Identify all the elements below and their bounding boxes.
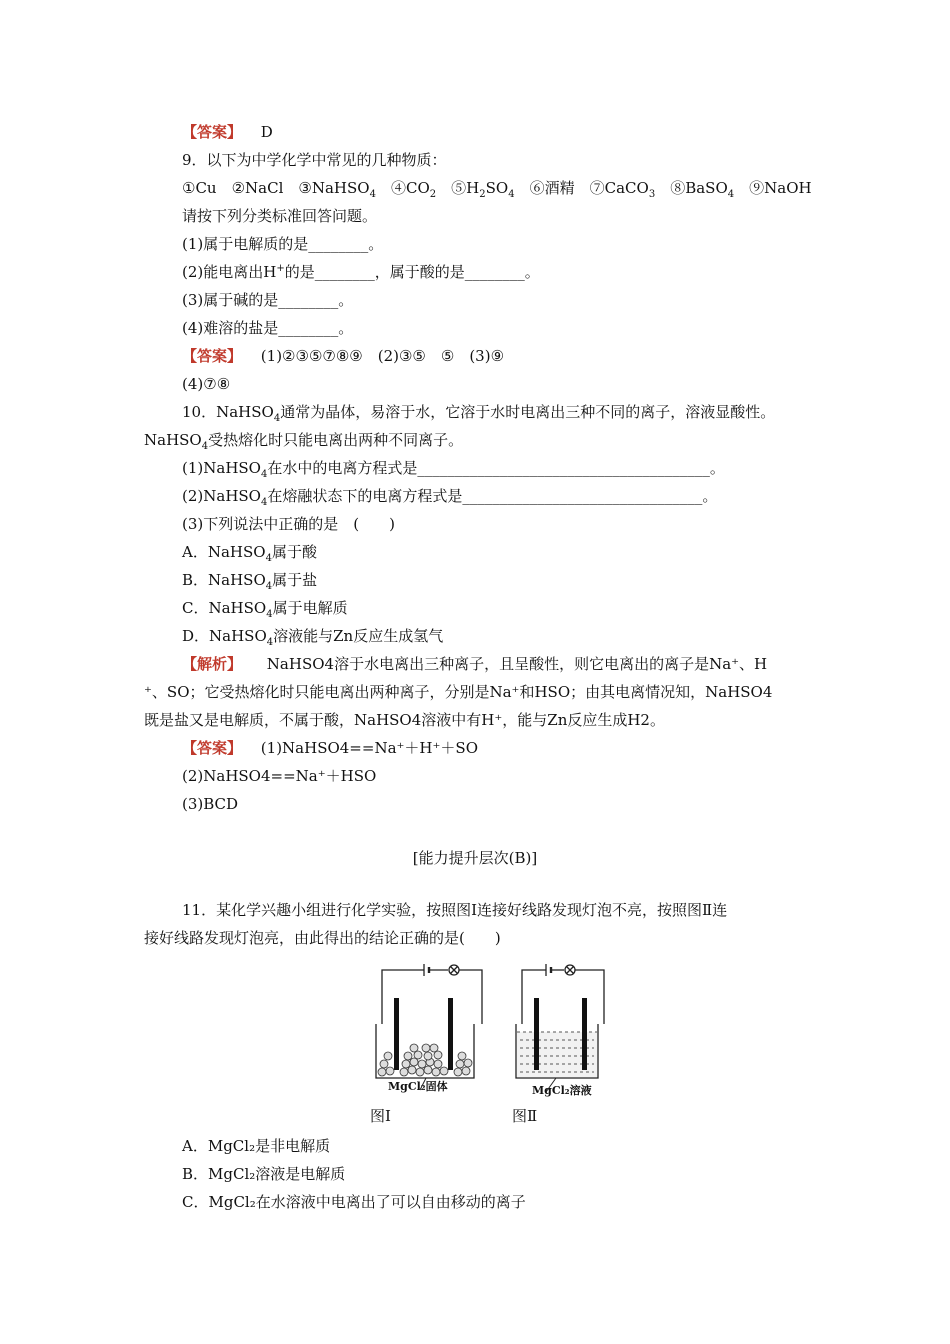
analysis-tag: 【解析】 — [182, 655, 243, 673]
circuit-diagrams — [368, 958, 608, 1098]
figure-1-label: MgCl₂固体 — [388, 1080, 448, 1093]
question-9-stem: 9．以下为中学化学中常见的几种物质： — [182, 151, 447, 169]
question-9-instruction: 请按下列分类标准回答问题。 — [182, 207, 378, 225]
option-d: D．NaHSO$_4$溶液能与Zn反应生成氢气 — [182, 627, 444, 648]
question-9-part-2: (2)能电离出H+的是________，属于酸的是________。 — [182, 263, 540, 281]
question-10-answer-3: (3)BCD — [182, 795, 239, 813]
solid-particles — [378, 1044, 472, 1076]
answer-tag: 【答案】 — [182, 347, 243, 365]
question-10-part-1: (1)NaHSO$_4$在水中的电离方程式是_______________________________________。 — [182, 459, 725, 480]
question-11-stem-2: 接好线路发现灯泡亮，由此得出的结论正确的是( ) — [144, 929, 501, 947]
option-b: B．MgCl₂溶液是电解质 — [182, 1165, 346, 1183]
figure-2-label: MgCl₂溶液 — [532, 1084, 592, 1097]
analysis-line-1: 【解析】 NaHSO4溶于水电离出三种离子，且呈酸性，则它电离出的离子是Na⁺、H — [182, 655, 768, 673]
question-9-part-3: (3)属于碱的是________。 — [182, 291, 354, 309]
analysis-line-3: 既是盐又是电解质，不属于酸，NaHSO4溶液中有H⁺，能与Zn反应生成H2。 — [144, 711, 665, 729]
option-c: C．NaHSO$_4$属于电解质 — [182, 599, 348, 620]
figure-2-caption: 图Ⅱ — [512, 1107, 538, 1125]
question-10-stem-2: NaHSO$_4$受热熔化时只能电离出两种不同离子。 — [144, 431, 464, 452]
question-9-part-1: (1)属于电解质的是________。 — [182, 235, 384, 253]
circuit-figure — [368, 958, 608, 1098]
question-10-part-3: (3)下列说法中正确的是 ( ) — [182, 515, 395, 533]
analysis-line-2: ⁺、SO；它受热熔化时只能电离出两种离子，分别是Na⁺和HSO；由其电离情况知，NaHSO4 — [144, 683, 773, 701]
answer-value: D — [260, 123, 273, 141]
question-9-part-4: (4)难溶的盐是________。 — [182, 319, 354, 337]
question-9-answer-cont: (4)⑦⑧ — [182, 375, 231, 393]
question-11-stem-1: 11．某化学兴趣小组进行化学实验，按照图Ⅰ连接好线路发现灯泡不亮，按照图Ⅱ连 — [182, 901, 728, 919]
option-a: A．MgCl₂是非电解质 — [182, 1137, 331, 1155]
option-a: A．NaHSO$_4$属于酸 — [182, 543, 317, 564]
answer-tag: 【答案】 — [182, 739, 243, 757]
option-b: B．NaHSO$_4$属于盐 — [182, 571, 318, 592]
figure-1-caption: 图Ⅰ — [370, 1107, 391, 1125]
answer-line — [182, 122, 273, 142]
question-10-answer-2: (2)NaHSO4==Na⁺＋HSO — [182, 767, 377, 785]
question-10-answer: 【答案】 (1)NaHSO4==Na⁺＋H⁺＋SO — [182, 739, 479, 757]
question-9-answer: 【答案】 (1)②③⑤⑦⑧⑨ (2)③⑤ ⑤ (3)⑨ — [182, 347, 505, 365]
answer-tag: 【答案】 — [182, 123, 243, 141]
question-10-part-2: (2)NaHSO$_4$在熔融状态下的电离方程式是________________________________。 — [182, 487, 718, 508]
option-c: C．MgCl₂在水溶液中电离出了可以自由移动的离子 — [182, 1193, 526, 1211]
question-9-items: ①Cu ②NaCl ③NaHSO$_4$ $④CO_2$ $⑤H_2SO_4$ ⑥酒精 ⑦CaCO$_3$ ⑧BaSO$_4$ ⑨NaOH — [182, 179, 812, 200]
question-10-stem-1: 10．NaHSO$_4$通常为晶体，易溶于水，它溶于水时电离出三种不同的离子，溶液显酸性。 — [182, 403, 776, 424]
section-title: [能力提升层次(B)] — [412, 849, 538, 867]
